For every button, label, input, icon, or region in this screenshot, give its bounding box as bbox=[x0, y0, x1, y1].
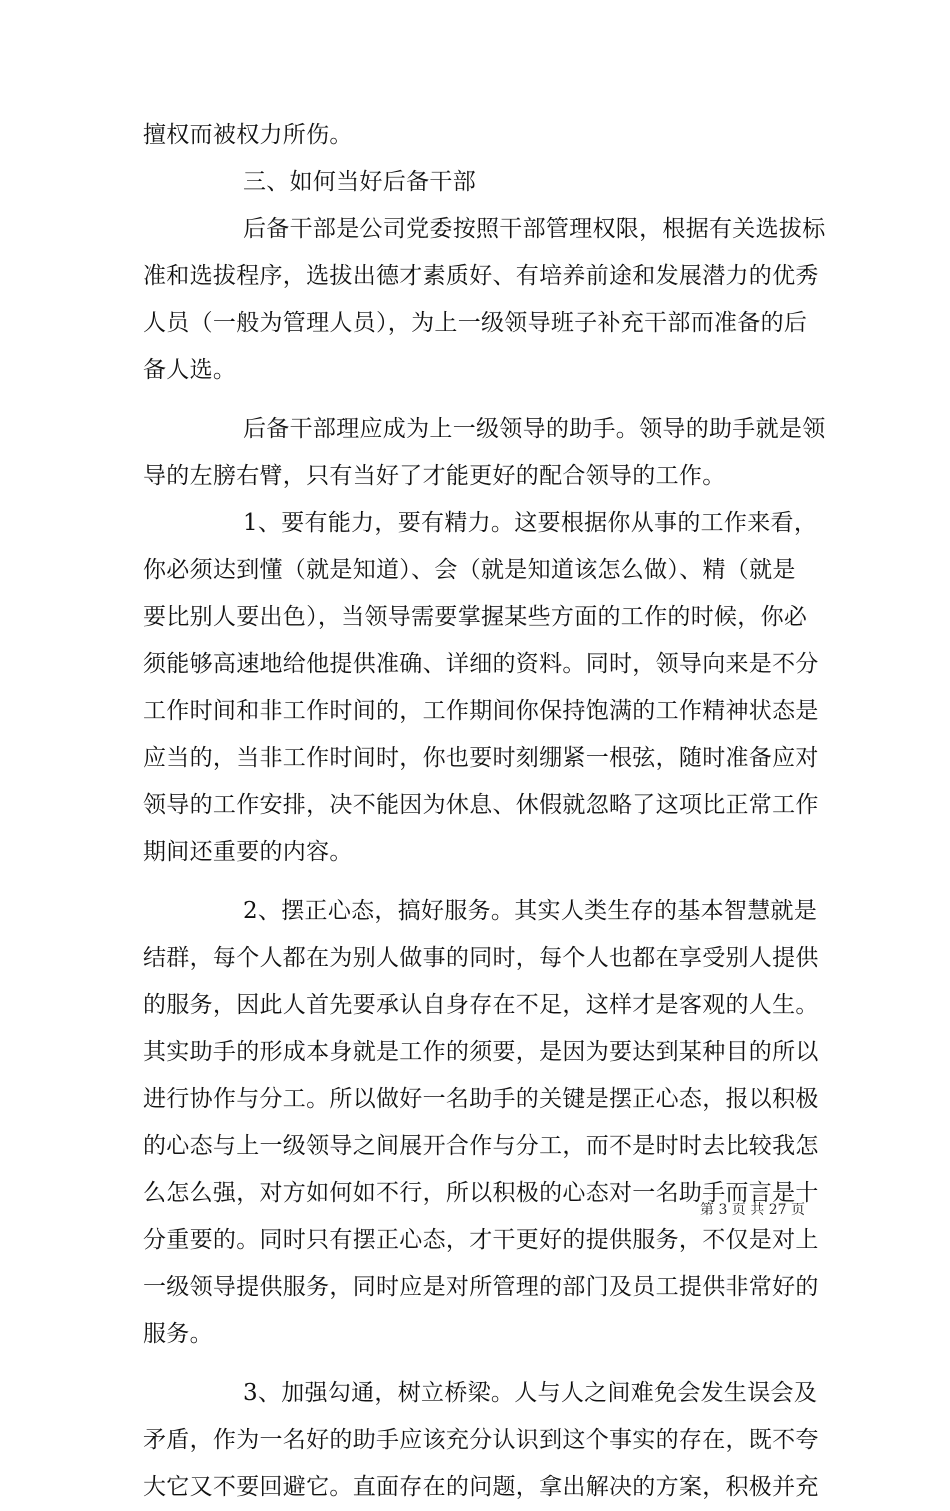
paragraph-line: 服务。 bbox=[143, 1321, 213, 1347]
paragraph-line: 的服务，因此人首先要承认自身存在不足，这样才是客观的人生。 bbox=[143, 992, 819, 1018]
page-number-footer: 第 3 页 共 27 页 bbox=[700, 1202, 805, 1218]
paragraph-line: 矛盾，作为一名好的助手应该充分认识到这个事实的存在，既不夸 bbox=[143, 1427, 819, 1453]
paragraph-line: 你必须达到懂（就是知道）、会（就是知道该怎么做）、精（就是 bbox=[143, 557, 796, 583]
document-body bbox=[143, 112, 826, 1511]
paragraph-line: 工作时间和非工作时间的，工作期间你保持饱满的工作精神状态是 bbox=[143, 698, 819, 724]
text-line: 擅权而被权力所伤。 bbox=[143, 122, 353, 148]
paragraph-line: 一级领导提供服务，同时应是对所管理的部门及员工提供非常好的 bbox=[143, 1274, 819, 1300]
paragraph-line: 后备干部是公司党委按照干部管理权限，根据有关选拔标 bbox=[243, 216, 826, 242]
paragraph-line: 其实助手的形成本身就是工作的须要，是因为要达到某种目的所以 bbox=[143, 1039, 819, 1065]
paragraph-line: 结群，每个人都在为别人做事的同时，每个人也都在享受别人提供 bbox=[143, 945, 819, 971]
paragraph-gap bbox=[143, 394, 813, 406]
section-heading: 三、如何当好后备干部 bbox=[243, 169, 476, 195]
paragraph-line: 的心态与上一级领导之间展开合作与分工，而不是时时去比较我怎 bbox=[143, 1133, 819, 1159]
paragraph-gap bbox=[143, 876, 813, 888]
paragraph-line: 1、要有能力，要有精力。这要根据你从事的工作来看， bbox=[243, 510, 818, 536]
paragraph-line: 准和选拔程序，选拔出德才素质好、有培养前途和发展潜力的优秀 bbox=[143, 263, 819, 289]
paragraph-line: 2、摆正心态，搞好服务。其实人类生存的基本智慧就是 bbox=[243, 898, 818, 924]
paragraph-line: 备人选。 bbox=[143, 357, 237, 383]
paragraph-line: 进行协作与分工。所以做好一名助手的关键是摆正心态，报以积极 bbox=[143, 1086, 819, 1112]
paragraph-line: 分重要的。同时只有摆正心态，才干更好的提供服务，不仅是对上 bbox=[143, 1227, 819, 1253]
paragraph-line: 3、加强勾通，树立桥梁。人与人之间难免会发生误会及 bbox=[243, 1380, 818, 1406]
paragraph-line: 要比别人要出色），当领导需要掌握某些方面的工作的时候，你必 bbox=[143, 604, 808, 630]
paragraph-line: 期间还重要的内容。 bbox=[143, 839, 353, 865]
paragraph-line: 大它又不要回避它。直面存在的问题，拿出解决的方案，积极并充 bbox=[143, 1474, 819, 1500]
paragraph-gap bbox=[143, 1358, 813, 1370]
paragraph-line: 后备干部理应成为上一级领导的助手。领导的助手就是领 bbox=[243, 416, 826, 442]
paragraph-line: 么怎么强，对方如何如不行，所以积极的心态对一名助手而言是十 bbox=[143, 1180, 819, 1206]
paragraph-line: 导的左膀右臂，只有当好了才能更好的配合领导的工作。 bbox=[143, 463, 726, 489]
paragraph-line: 须能够高速地给他提供准确、详细的资料。同时，领导向来是不分 bbox=[143, 651, 819, 677]
paragraph-line: 人员（一般为管理人员），为上一级领导班子补充干部而准备的后 bbox=[143, 310, 808, 336]
paragraph-line: 领导的工作安排，决不能因为休息、休假就忽略了这项比正常工作 bbox=[143, 792, 819, 818]
paragraph-line: 应当的，当非工作时间时，你也要时刻绷紧一根弦，随时准备应对 bbox=[143, 745, 819, 771]
